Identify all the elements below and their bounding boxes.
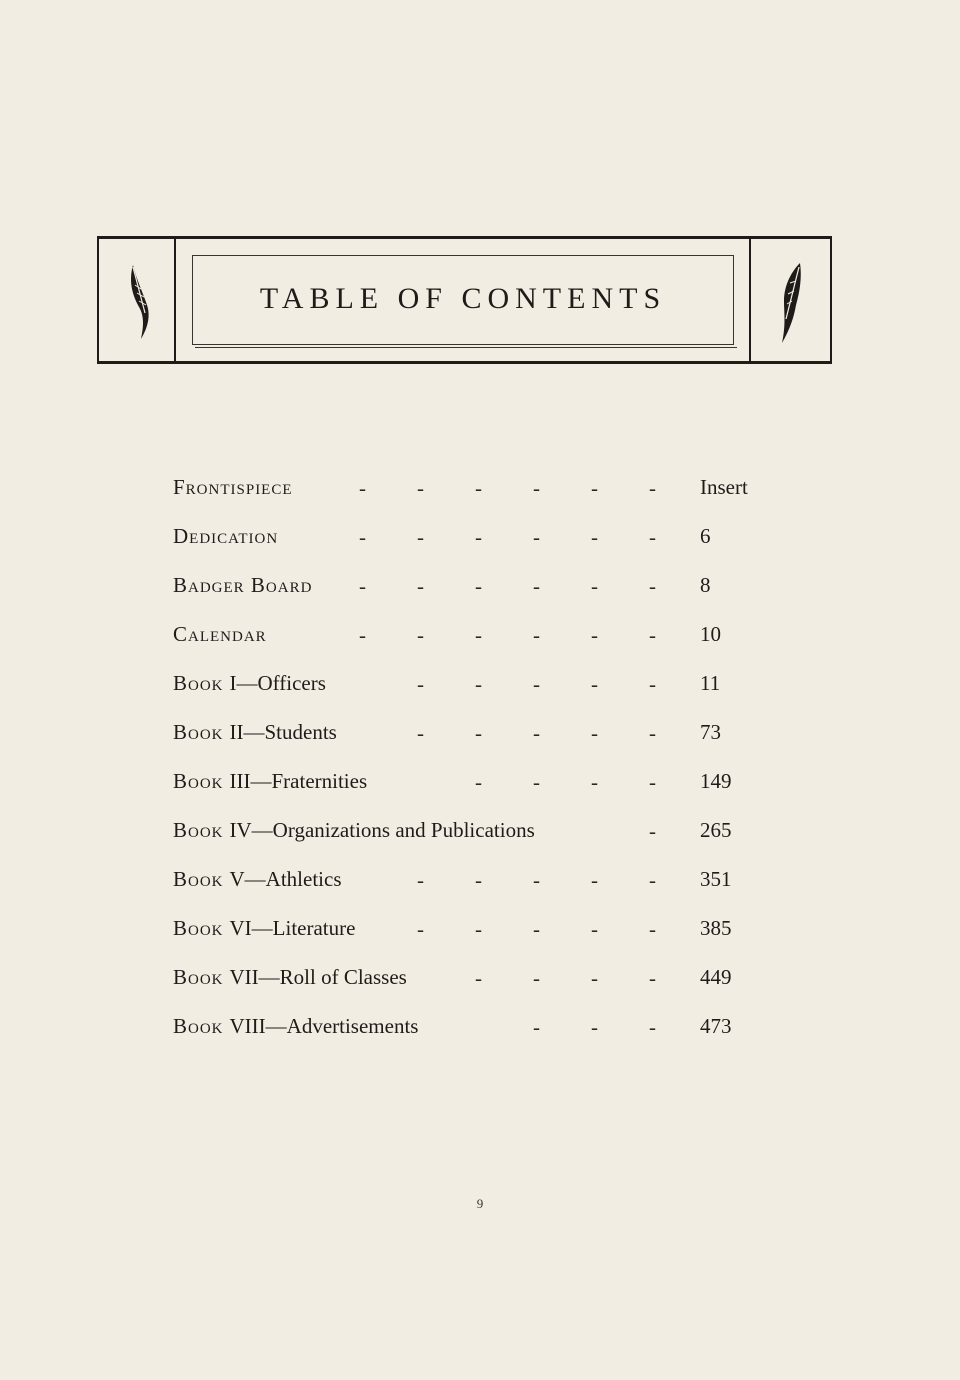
leader-dash: -	[591, 672, 598, 696]
leader-dash: -	[533, 476, 540, 500]
entry-title: I—Officers	[229, 671, 326, 695]
leader-dash: -	[591, 623, 598, 647]
banner-rule	[97, 239, 99, 361]
leader-dash: -	[591, 476, 598, 500]
leader-dash: -	[417, 623, 424, 647]
leader-dash: -	[591, 1015, 598, 1039]
entry-title: II—Students	[229, 720, 337, 744]
leader-dash: -	[475, 574, 482, 598]
leader-dash: -	[417, 574, 424, 598]
leader-dash: -	[359, 574, 366, 598]
entry-title: VII—Roll of Classes	[229, 965, 407, 989]
leader-dash: -	[417, 672, 424, 696]
page-title: TABLE OF CONTENTS	[259, 282, 667, 315]
leader-dash: -	[359, 476, 366, 500]
leader-dash: -	[533, 917, 540, 941]
toc-entry-book-8	[173, 1014, 773, 1063]
page-number: Insert	[700, 475, 748, 499]
toc-entry-calendar	[173, 622, 773, 671]
leader-dash: -	[649, 672, 656, 696]
leader-dash: -	[533, 672, 540, 696]
toc-entry-book-6	[173, 916, 773, 965]
entry-label: Book	[173, 867, 224, 891]
leader-dash: -	[475, 917, 482, 941]
leader-dash: -	[649, 966, 656, 990]
leader-dash: -	[649, 525, 656, 549]
entry-label: Book	[173, 965, 224, 989]
leader-dash: -	[591, 525, 598, 549]
leader-dash: -	[533, 525, 540, 549]
leader-dash: -	[359, 623, 366, 647]
page-number: 149	[700, 769, 732, 793]
leader-dash: -	[533, 868, 540, 892]
banner-rule	[749, 239, 751, 361]
leader-dash: -	[533, 721, 540, 745]
toc-entry-book-2	[173, 720, 773, 769]
page-number: 8	[700, 573, 711, 597]
leader-dash: -	[591, 966, 598, 990]
leader-dash: -	[649, 721, 656, 745]
leader-dash: -	[533, 770, 540, 794]
leader-dash: -	[475, 525, 482, 549]
page-number: 6	[700, 524, 711, 548]
entry-label: Book	[173, 818, 224, 842]
entry-title: III—Fraternities	[229, 769, 368, 793]
leader-dash: -	[649, 623, 656, 647]
toc-entry-frontispiece	[173, 475, 773, 524]
leader-dash: -	[417, 525, 424, 549]
page-number: 265	[700, 818, 732, 842]
entry-title: VI—Literature	[229, 916, 356, 940]
leader-dash: -	[533, 1015, 540, 1039]
leader-dash: -	[417, 721, 424, 745]
leader-dash: -	[591, 917, 598, 941]
page-number: 449	[700, 965, 732, 989]
toc-entry-book-5	[173, 867, 773, 916]
entry-label: Frontispiece	[173, 475, 293, 499]
leader-dash: -	[649, 1015, 656, 1039]
leader-dash: -	[591, 721, 598, 745]
entry-label: Book	[173, 1014, 224, 1038]
title-frame	[192, 255, 734, 345]
banner-rule	[174, 239, 176, 361]
leader-dash: -	[591, 868, 598, 892]
leader-dash: -	[591, 574, 598, 598]
entry-label: Calendar	[173, 622, 267, 646]
title-banner	[97, 236, 832, 364]
toc-entry-book-7	[173, 965, 773, 1014]
leader-dash: -	[533, 574, 540, 598]
toc-entry-dedication	[173, 524, 773, 573]
feather-icon	[770, 259, 810, 349]
page-number: 385	[700, 916, 732, 940]
leader-dash: -	[475, 721, 482, 745]
entry-label: Book	[173, 769, 224, 793]
table-of-contents	[173, 475, 773, 1063]
page-number: 73	[700, 720, 721, 744]
entry-label: Dedication	[173, 524, 279, 548]
leader-dash: -	[533, 966, 540, 990]
leader-dash: -	[475, 476, 482, 500]
leader-dash: -	[649, 574, 656, 598]
leader-dash: -	[359, 525, 366, 549]
leader-dash: -	[649, 770, 656, 794]
leader-dash: -	[475, 868, 482, 892]
folio-page-number: 9	[476, 1196, 484, 1211]
leader-dash: -	[649, 819, 656, 843]
leader-dash: -	[591, 770, 598, 794]
leader-dash: -	[475, 623, 482, 647]
leader-dash: -	[475, 770, 482, 794]
page-number: 11	[700, 671, 721, 695]
leader-dash: -	[533, 623, 540, 647]
toc-entry-book-3	[173, 769, 773, 818]
leader-dash: -	[417, 917, 424, 941]
banner-rule	[830, 239, 832, 361]
entry-title: V—Athletics	[229, 867, 342, 891]
entry-label: Book	[173, 720, 224, 744]
page-number: 351	[700, 867, 732, 891]
toc-entry-book-1	[173, 671, 773, 720]
leader-dash: -	[475, 672, 482, 696]
toc-entry-book-4	[173, 818, 773, 867]
leader-dash: -	[417, 476, 424, 500]
leader-dash: -	[417, 868, 424, 892]
entry-label: Book	[173, 916, 224, 940]
entry-label: Book	[173, 671, 224, 695]
feather-icon	[119, 259, 159, 349]
page-number: 10	[700, 622, 721, 646]
leader-dash: -	[649, 868, 656, 892]
entry-title: VIII—Advertisements	[229, 1014, 419, 1038]
leader-dash: -	[649, 476, 656, 500]
entry-title: IV—Organizations and Publications	[229, 818, 535, 842]
leader-dash: -	[649, 917, 656, 941]
leader-dash: -	[475, 966, 482, 990]
entry-label: Badger Board	[173, 573, 313, 597]
page-number: 473	[700, 1014, 732, 1038]
toc-entry-badger-board	[173, 573, 773, 622]
